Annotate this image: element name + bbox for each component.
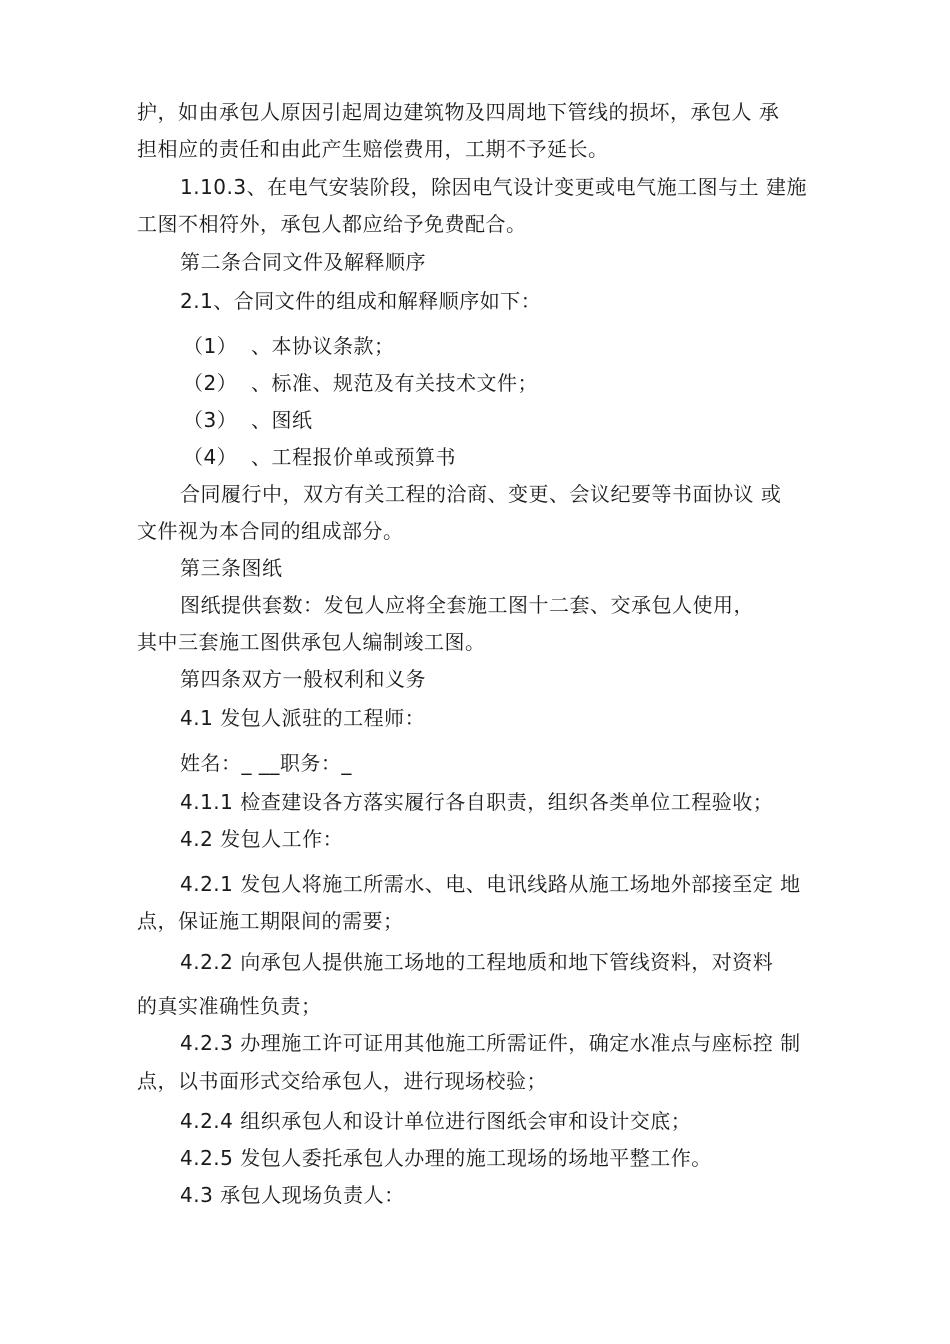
text-line: 2.1、合同文件的组成和解释顺序如下： — [180, 289, 542, 313]
text-line: 4.2.3 办理施工许可证用其他施工所需证件，确定水准点与座标控 制 — [180, 1031, 801, 1055]
text-line: 4.2.4 组织承包人和设计单位进行图纸会审和设计交底； — [180, 1109, 692, 1133]
list-item: （1） 、本协议条款； — [183, 334, 395, 358]
text-line: 1.10.3、在电气安装阶段，除因电气设计变更或电气施工图与土 建施 — [180, 175, 807, 199]
text-line: 4.2 发包人工作： — [180, 827, 344, 851]
text-line: 4.2.5 发包人委托承包人办理的施工现场的场地平整工作。 — [180, 1146, 712, 1170]
text-line: 姓名：_ __职务：_ — [180, 751, 352, 775]
text-line: 护，如由承包人原因引起周边建筑物及四周地下管线的损坏，承包人 承 — [137, 100, 780, 124]
list-item: （3） 、图纸 — [183, 408, 313, 432]
text-line: 合同履行中，双方有关工程的洽商、变更、会议纪要等书面协议 或 — [180, 482, 782, 506]
text-line: 点，保证施工期限间的需要； — [137, 909, 404, 933]
section-heading: 第四条双方一般权利和义务 — [180, 667, 426, 691]
list-item: （2） 、标准、规范及有关技术文件； — [183, 371, 538, 395]
text-line: 的真实准确性负责； — [137, 994, 322, 1018]
section-heading: 第二条合同文件及解释顺序 — [180, 250, 426, 274]
list-item: （4） 、工程报价单或预算书 — [183, 445, 456, 469]
text-line: 文件视为本合同的组成部分。 — [137, 519, 404, 543]
text-line: 4.1.1 检查建设各方落实履行各自职责，组织各类单位工程验收； — [180, 790, 774, 814]
text-line: 4.2.2 向承包人提供施工场地的工程地质和地下管线资料，对资料 — [180, 950, 774, 974]
text-line: 图纸提供套数：发包人应将全套施工图十二套、交承包人使用， — [180, 593, 754, 617]
text-line: 其中三套施工图供承包人编制竣工图。 — [137, 630, 486, 654]
section-heading: 4.3 承包人现场负责人： — [180, 1183, 405, 1207]
section-heading: 第三条图纸 — [180, 556, 283, 580]
text-line: 担相应的责任和由此产生赔偿费用，工期不予延长。 — [137, 137, 609, 161]
text-line: 4.2.1 发包人将施工所需水、电、电讯线路从施工场地外部接至定 地 — [180, 872, 801, 896]
text-line: 点，以书面形式交给承包人，进行现场校验； — [137, 1069, 547, 1093]
text-line: 4.1 发包人派驻的工程师： — [180, 706, 426, 730]
text-line: 工图不相符外，承包人都应给予免费配合。 — [137, 212, 527, 236]
